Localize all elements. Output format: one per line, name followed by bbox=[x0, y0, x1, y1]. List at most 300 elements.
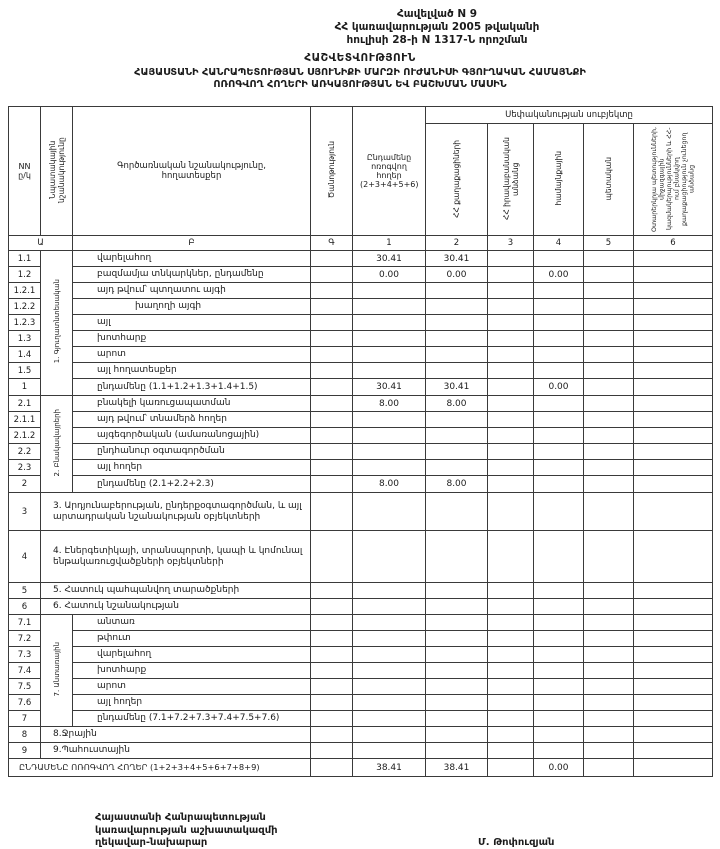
signatory-line-2: կառավարության աշխատակազմի bbox=[95, 824, 278, 836]
table-row-2.1.1 bbox=[9, 412, 713, 428]
value-cell-foreign bbox=[634, 379, 713, 396]
value-cell-state bbox=[584, 615, 634, 631]
value-cell-total bbox=[353, 711, 426, 727]
value-cell-foreign bbox=[634, 759, 713, 777]
row-number: 2.1 bbox=[9, 396, 41, 412]
row-number: 2.1.2 bbox=[9, 428, 41, 444]
value-cell-note bbox=[311, 711, 353, 727]
row-label: այդ թվում՝ տնամերձ հողեր bbox=[73, 412, 311, 428]
row-label: ընդամենը (7.1+7.2+7.3+7.4+7.5+7.6) bbox=[73, 711, 311, 727]
value-cell-state bbox=[584, 583, 634, 599]
value-cell-foreign bbox=[634, 363, 713, 379]
value-cell-total bbox=[353, 331, 426, 347]
value-cell-note bbox=[311, 315, 353, 331]
value-cell-community bbox=[534, 615, 584, 631]
table-row-6 bbox=[9, 599, 713, 615]
value-cell-legal-entities bbox=[488, 412, 534, 428]
value-cell-state bbox=[584, 679, 634, 695]
value-cell-legal-entities bbox=[488, 299, 534, 315]
row-label: 5. Հատուկ պահպանվող տարածքների bbox=[41, 583, 311, 599]
value-cell-note bbox=[311, 379, 353, 396]
row-label: այլ հողեր bbox=[73, 460, 311, 476]
value-cell-state bbox=[584, 476, 634, 493]
value-cell-total bbox=[353, 615, 426, 631]
row-label: ԸՆԴԱՄԵՆԸ ՈՌՈԳՎՈՂ ՀՈՂԵՐ (1+2+3+4+5+6+7+8+9) bbox=[9, 759, 311, 777]
table-row-1.2.1 bbox=[9, 283, 713, 299]
row-number: 7.1 bbox=[9, 615, 41, 631]
value-cell-community bbox=[534, 711, 584, 727]
value-cell-community bbox=[534, 460, 584, 476]
table-row-7 bbox=[9, 711, 713, 727]
value-cell-community bbox=[534, 476, 584, 493]
value-cell-note bbox=[311, 615, 353, 631]
col-header-legal-entities-label: ՀՀ իրավաբանական անձանց bbox=[501, 137, 520, 220]
value-cell-community bbox=[534, 347, 584, 363]
report-table-head bbox=[9, 107, 713, 251]
col-header-total-label: Ընդամենը ոռոգվող հողեր (2+3+4+5+6) bbox=[360, 153, 419, 189]
value-cell-foreign bbox=[634, 331, 713, 347]
row-number: 1.1 bbox=[9, 251, 41, 267]
category-group-label: 7. Անտառային bbox=[52, 641, 61, 697]
value-cell-state bbox=[584, 743, 634, 759]
value-cell-note bbox=[311, 363, 353, 379]
value-cell-citizens bbox=[426, 599, 488, 615]
column-letter: 3 bbox=[488, 236, 534, 251]
value-cell-community bbox=[534, 679, 584, 695]
table-row-1.5 bbox=[9, 363, 713, 379]
value-cell-note bbox=[311, 251, 353, 267]
col-header-foreign bbox=[634, 124, 713, 236]
value-cell-foreign bbox=[634, 267, 713, 283]
appendix-line-1: Հավելված N 9 bbox=[396, 8, 478, 20]
value-cell-total bbox=[353, 531, 426, 583]
row-label: բազմամյա տնկարկներ, ընդամենը bbox=[73, 267, 311, 283]
row-label: 3. Արդյունաբերության, ընդերքօգտագործման, և այլ արտադրական նշանակության օբյեկտների bbox=[41, 493, 311, 531]
value-cell-community bbox=[534, 583, 584, 599]
value-cell-foreign bbox=[634, 493, 713, 531]
value-cell-legal-entities bbox=[488, 363, 534, 379]
value-cell-community: 0.00 bbox=[534, 267, 584, 283]
signatory-line-3: ղեկավար-նախարար bbox=[95, 837, 208, 848]
column-letter: 1 bbox=[353, 236, 426, 251]
value-cell-foreign bbox=[634, 583, 713, 599]
report-subtitle-community: ՀԱՅԱՍՏԱՆԻ ՀԱՆՐԱՊԵՏՈՒԹՅԱՆ ՍՅՈՒՆԻՔԻ ՄԱՐԶԻ ՈՒԺԱՆԻՍԻ ԳՅՈՒՂԱԿԱՆ ՀԱՄԱՅՆՔԻ bbox=[134, 67, 586, 78]
row-number: 1.2.2 bbox=[9, 299, 41, 315]
value-cell-community bbox=[534, 743, 584, 759]
row-number: 9 bbox=[9, 743, 41, 759]
row-label: ընդամենը (1.1+1.2+1.3+1.4+1.5) bbox=[73, 379, 311, 396]
column-letter: Ա bbox=[9, 236, 73, 251]
col-header-nn-label: NN ը/կ bbox=[18, 162, 31, 180]
value-cell-community: 0.00 bbox=[534, 759, 584, 777]
col-header-purpose bbox=[41, 107, 73, 236]
row-label: արոտ bbox=[73, 347, 311, 363]
value-cell-note bbox=[311, 396, 353, 412]
row-label: խոտհարք bbox=[73, 331, 311, 347]
value-cell-total bbox=[353, 315, 426, 331]
table-row-1.2 bbox=[9, 267, 713, 283]
value-cell-legal-entities bbox=[488, 647, 534, 663]
value-cell-state bbox=[584, 647, 634, 663]
value-cell-foreign bbox=[634, 315, 713, 331]
row-number: 7.2 bbox=[9, 631, 41, 647]
value-cell-state bbox=[584, 331, 634, 347]
row-label: 8.Ջրային bbox=[41, 727, 311, 743]
value-cell-total: 8.00 bbox=[353, 396, 426, 412]
report-title: ՀԱՇՎԵՏՎՈՒԹՅՈՒՆ bbox=[304, 52, 416, 64]
value-cell-citizens bbox=[426, 695, 488, 711]
table-row-5 bbox=[9, 583, 713, 599]
value-cell-total bbox=[353, 647, 426, 663]
col-header-note bbox=[311, 107, 353, 236]
value-cell-citizens bbox=[426, 347, 488, 363]
table-row-1.3 bbox=[9, 331, 713, 347]
value-cell-citizens bbox=[426, 428, 488, 444]
value-cell-foreign bbox=[634, 428, 713, 444]
col-header-community-label: համայնքային bbox=[554, 151, 563, 206]
table-row-8 bbox=[9, 727, 713, 743]
row-label: 9.Պահուստային bbox=[41, 743, 311, 759]
appendix-line-2: ՀՀ կառավարության 2005 թվականի bbox=[334, 21, 540, 33]
value-cell-note bbox=[311, 647, 353, 663]
row-label: ընդամենը (2.1+2.2+2.3) bbox=[73, 476, 311, 493]
row-number: 2.2 bbox=[9, 444, 41, 460]
row-number: 1.2.1 bbox=[9, 283, 41, 299]
value-cell-community bbox=[534, 695, 584, 711]
col-header-state-label: պետական bbox=[604, 156, 613, 201]
value-cell-note bbox=[311, 679, 353, 695]
value-cell-citizens bbox=[426, 663, 488, 679]
value-cell-legal-entities bbox=[488, 759, 534, 777]
table-row-2.1.2 bbox=[9, 428, 713, 444]
value-cell-total: 30.41 bbox=[353, 251, 426, 267]
row-label: այլ bbox=[73, 315, 311, 331]
value-cell-citizens bbox=[426, 444, 488, 460]
value-cell-foreign bbox=[634, 647, 713, 663]
signatory-block bbox=[95, 812, 278, 849]
value-cell-state bbox=[584, 695, 634, 711]
value-cell-note bbox=[311, 695, 353, 711]
value-cell-citizens: 30.41 bbox=[426, 251, 488, 267]
value-cell-community bbox=[534, 251, 584, 267]
value-cell-foreign bbox=[634, 743, 713, 759]
column-letter: Գ bbox=[311, 236, 353, 251]
row-number: 1.2 bbox=[9, 267, 41, 283]
category-group bbox=[41, 615, 73, 727]
table-row-7.1 bbox=[9, 615, 713, 631]
value-cell-note bbox=[311, 663, 353, 679]
table-row-7.3 bbox=[9, 647, 713, 663]
value-cell-note bbox=[311, 299, 353, 315]
row-number: 7.6 bbox=[9, 695, 41, 711]
row-number: 1.3 bbox=[9, 331, 41, 347]
value-cell-total bbox=[353, 299, 426, 315]
row-number: 1.5 bbox=[9, 363, 41, 379]
value-cell-note bbox=[311, 460, 353, 476]
value-cell-total bbox=[353, 493, 426, 531]
value-cell-note bbox=[311, 759, 353, 777]
row-label: այդ թվում՝ պտղատու այգի bbox=[73, 283, 311, 299]
row-number: 1 bbox=[9, 379, 41, 396]
value-cell-total bbox=[353, 283, 426, 299]
value-cell-foreign bbox=[634, 615, 713, 631]
value-cell-foreign bbox=[634, 444, 713, 460]
table-row-1.4 bbox=[9, 347, 713, 363]
row-number: 4 bbox=[9, 531, 41, 583]
category-group bbox=[41, 396, 73, 493]
row-label: այլ հողատեսքեր bbox=[73, 363, 311, 379]
value-cell-citizens bbox=[426, 315, 488, 331]
value-cell-state bbox=[584, 711, 634, 727]
table-row-1.2.3 bbox=[9, 315, 713, 331]
value-cell-foreign bbox=[634, 476, 713, 493]
value-cell-citizens bbox=[426, 743, 488, 759]
value-cell-community bbox=[534, 727, 584, 743]
value-cell-citizens bbox=[426, 331, 488, 347]
table-row-2.2 bbox=[9, 444, 713, 460]
column-letter: 4 bbox=[534, 236, 584, 251]
column-letter: 5 bbox=[584, 236, 634, 251]
value-cell-note bbox=[311, 331, 353, 347]
value-cell-foreign bbox=[634, 460, 713, 476]
report-table bbox=[8, 106, 713, 777]
value-cell-state bbox=[584, 428, 634, 444]
value-cell-total bbox=[353, 583, 426, 599]
value-cell-citizens: 8.00 bbox=[426, 396, 488, 412]
value-cell-note bbox=[311, 267, 353, 283]
value-cell-state bbox=[584, 267, 634, 283]
value-cell-legal-entities bbox=[488, 531, 534, 583]
value-cell-foreign bbox=[634, 711, 713, 727]
signatory-name: Մ. Թոփուզյան bbox=[478, 837, 555, 848]
value-cell-legal-entities bbox=[488, 251, 534, 267]
value-cell-citizens: 30.41 bbox=[426, 379, 488, 396]
row-label: այլ հողեր bbox=[73, 695, 311, 711]
category-group-label: 2. Բնակավայրերի bbox=[52, 408, 61, 477]
col-header-legal-entities bbox=[488, 124, 534, 236]
value-cell-legal-entities bbox=[488, 743, 534, 759]
report-table-body bbox=[9, 251, 713, 777]
value-cell-note bbox=[311, 428, 353, 444]
table-row-2 bbox=[9, 476, 713, 493]
value-cell-note bbox=[311, 631, 353, 647]
value-cell-community bbox=[534, 412, 584, 428]
column-letter: Բ bbox=[73, 236, 311, 251]
value-cell-state bbox=[584, 663, 634, 679]
value-cell-state bbox=[584, 727, 634, 743]
value-cell-state bbox=[584, 444, 634, 460]
row-label: անտառ bbox=[73, 615, 311, 631]
value-cell-citizens bbox=[426, 531, 488, 583]
value-cell-note bbox=[311, 444, 353, 460]
value-cell-total: 38.41 bbox=[353, 759, 426, 777]
value-cell-total: 30.41 bbox=[353, 379, 426, 396]
value-cell-foreign bbox=[634, 631, 713, 647]
value-cell-foreign bbox=[634, 396, 713, 412]
table-row-3 bbox=[9, 493, 713, 531]
value-cell-legal-entities bbox=[488, 315, 534, 331]
header-row-letters bbox=[9, 236, 713, 251]
value-cell-total bbox=[353, 428, 426, 444]
value-cell-foreign bbox=[634, 599, 713, 615]
row-number: 2.3 bbox=[9, 460, 41, 476]
col-header-ownership bbox=[426, 107, 713, 124]
row-number: 3 bbox=[9, 493, 41, 531]
row-number: 8 bbox=[9, 727, 41, 743]
value-cell-note bbox=[311, 583, 353, 599]
col-header-functional-label: Գործառնական նշանակությունը, հողատեսքեր bbox=[117, 161, 266, 181]
value-cell-note bbox=[311, 743, 353, 759]
value-cell-state bbox=[584, 363, 634, 379]
row-number: 6 bbox=[9, 599, 41, 615]
value-cell-community: 0.00 bbox=[534, 379, 584, 396]
col-header-citizens bbox=[426, 124, 488, 236]
row-label: խոտհարք bbox=[73, 663, 311, 679]
value-cell-legal-entities bbox=[488, 599, 534, 615]
value-cell-state bbox=[584, 251, 634, 267]
value-cell-community bbox=[534, 444, 584, 460]
value-cell-community bbox=[534, 363, 584, 379]
value-cell-note bbox=[311, 531, 353, 583]
row-label: վարելահող bbox=[73, 647, 311, 663]
value-cell-total bbox=[353, 727, 426, 743]
value-cell-note bbox=[311, 599, 353, 615]
value-cell-community bbox=[534, 283, 584, 299]
value-cell-foreign bbox=[634, 251, 713, 267]
row-label: խաղողի այգի bbox=[73, 299, 311, 315]
value-cell-note bbox=[311, 493, 353, 531]
value-cell-citizens bbox=[426, 460, 488, 476]
category-group bbox=[41, 251, 73, 396]
value-cell-total bbox=[353, 412, 426, 428]
value-cell-legal-entities bbox=[488, 583, 534, 599]
table-row-1.1 bbox=[9, 251, 713, 267]
table-row-7.5 bbox=[9, 679, 713, 695]
value-cell-citizens bbox=[426, 679, 488, 695]
value-cell-foreign bbox=[634, 663, 713, 679]
value-cell-community bbox=[534, 647, 584, 663]
value-cell-note bbox=[311, 347, 353, 363]
value-cell-community bbox=[534, 599, 584, 615]
value-cell-legal-entities bbox=[488, 711, 534, 727]
value-cell-note bbox=[311, 283, 353, 299]
col-header-functional bbox=[73, 107, 311, 236]
row-label: արոտ bbox=[73, 679, 311, 695]
row-number: 1.4 bbox=[9, 347, 41, 363]
value-cell-legal-entities bbox=[488, 727, 534, 743]
row-number: 2.1.1 bbox=[9, 412, 41, 428]
row-number: 7.5 bbox=[9, 679, 41, 695]
appendix-block bbox=[292, 8, 582, 47]
value-cell-legal-entities bbox=[488, 283, 534, 299]
row-label: ընդհանուր օգտագործման bbox=[73, 444, 311, 460]
value-cell-total bbox=[353, 460, 426, 476]
row-label: այգեգործական (ամառանոցային) bbox=[73, 428, 311, 444]
value-cell-state bbox=[584, 283, 634, 299]
value-cell-community bbox=[534, 493, 584, 531]
row-number: 1.2.3 bbox=[9, 315, 41, 331]
col-header-community bbox=[534, 124, 584, 236]
row-number: 7.3 bbox=[9, 647, 41, 663]
row-number: 5 bbox=[9, 583, 41, 599]
value-cell-state bbox=[584, 396, 634, 412]
value-cell-community bbox=[534, 331, 584, 347]
row-label: բնակելի կառուցապատման bbox=[73, 396, 311, 412]
value-cell-legal-entities bbox=[488, 695, 534, 711]
value-cell-legal-entities bbox=[488, 444, 534, 460]
value-cell-total bbox=[353, 444, 426, 460]
value-cell-citizens bbox=[426, 727, 488, 743]
value-cell-state bbox=[584, 315, 634, 331]
table-row-1 bbox=[9, 379, 713, 396]
value-cell-citizens: 0.00 bbox=[426, 267, 488, 283]
value-cell-total: 0.00 bbox=[353, 267, 426, 283]
value-cell-state bbox=[584, 531, 634, 583]
row-number: 2 bbox=[9, 476, 41, 493]
value-cell-legal-entities bbox=[488, 615, 534, 631]
value-cell-state bbox=[584, 299, 634, 315]
value-cell-community bbox=[534, 663, 584, 679]
value-cell-foreign bbox=[634, 299, 713, 315]
value-cell-legal-entities bbox=[488, 663, 534, 679]
value-cell-note bbox=[311, 412, 353, 428]
value-cell-foreign bbox=[634, 727, 713, 743]
col-header-note-label: Ծանոթություն bbox=[327, 141, 336, 199]
value-cell-note bbox=[311, 476, 353, 493]
row-label: թփուտ bbox=[73, 631, 311, 647]
value-cell-legal-entities bbox=[488, 679, 534, 695]
value-cell-citizens: 8.00 bbox=[426, 476, 488, 493]
table-row-7.2 bbox=[9, 631, 713, 647]
header-row-top bbox=[9, 107, 713, 124]
value-cell-total bbox=[353, 631, 426, 647]
value-cell-foreign bbox=[634, 283, 713, 299]
value-cell-total bbox=[353, 663, 426, 679]
signatory-line-1: Հայաստանի Հանրապետության bbox=[95, 812, 266, 823]
value-cell-legal-entities bbox=[488, 493, 534, 531]
column-letter: 6 bbox=[634, 236, 713, 251]
value-cell-legal-entities bbox=[488, 476, 534, 493]
value-cell-citizens bbox=[426, 412, 488, 428]
value-cell-legal-entities bbox=[488, 631, 534, 647]
value-cell-state bbox=[584, 412, 634, 428]
value-cell-citizens: 38.41 bbox=[426, 759, 488, 777]
col-header-purpose-label: Նպատակային նշանակությունը bbox=[47, 137, 66, 203]
value-cell-legal-entities bbox=[488, 460, 534, 476]
value-cell-total bbox=[353, 743, 426, 759]
value-cell-total bbox=[353, 695, 426, 711]
value-cell-foreign bbox=[634, 679, 713, 695]
table-row-2.3 bbox=[9, 460, 713, 476]
row-number: 7.4 bbox=[9, 663, 41, 679]
value-cell-total bbox=[353, 363, 426, 379]
value-cell-state bbox=[584, 599, 634, 615]
category-group-label: 1. Գյուղատնտեսական bbox=[52, 279, 61, 364]
value-cell-state bbox=[584, 347, 634, 363]
value-cell-legal-entities bbox=[488, 428, 534, 444]
value-cell-foreign bbox=[634, 412, 713, 428]
value-cell-foreign bbox=[634, 347, 713, 363]
value-cell-citizens bbox=[426, 493, 488, 531]
title-block bbox=[0, 52, 720, 91]
table-row-grand-total bbox=[9, 759, 713, 777]
value-cell-legal-entities bbox=[488, 267, 534, 283]
col-header-ownership-label: Սեփականության սուբյեկտը bbox=[505, 110, 633, 120]
report-subtitle-subject: ՈՌՈԳՎՈՂ ՀՈՂԵՐԻ ԱՌԿԱՅՈՒԹՅԱՆ ԵՎ ԲԱՇԽՄԱՆ ՄԱՍԻՆ bbox=[213, 79, 507, 90]
value-cell-foreign bbox=[634, 531, 713, 583]
row-label: 6. Հատուկ նշանակության bbox=[41, 599, 311, 615]
value-cell-legal-entities bbox=[488, 396, 534, 412]
